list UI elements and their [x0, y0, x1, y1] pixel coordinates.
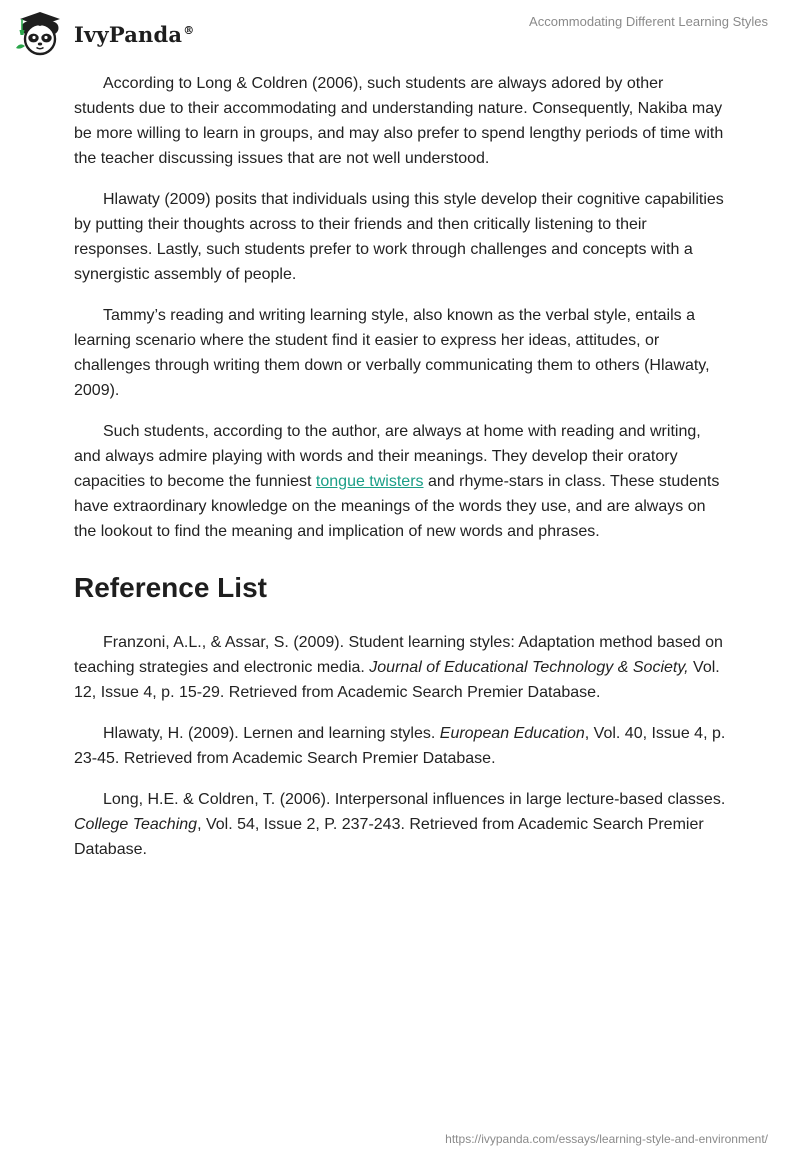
tongue-twisters-link[interactable]: tongue twisters [315, 473, 424, 490]
reference-2-details: , Vol. 40, Issue 4, p. 23-45. Retrieved from Academic Search Premier Database. [74, 725, 726, 767]
reference-1-details: Vol. 12, Issue 4, p. 15-29. Retrieved from Academic Search Premier Database. [74, 659, 720, 701]
paragraph-2: Hlawaty (2009) posits that individuals using this style develop their cognitive capabilities by putting their thoughts across to their friends and then critically listening to their responses. Lastly, such students prefer to work through challenges and concepts with a synergistic assembly of people. [74, 191, 724, 283]
panda-graduate-icon [14, 8, 70, 58]
paragraph-3: Tammy’s reading and writing learning style, also known as the verbal style, entails a learning scenario where the student find it easier to express her ideas, attitudes, or challenges through writing them down or verbally communicating them to others (Hlawaty, 2009). [74, 307, 710, 399]
paragraph-4 [74, 419, 726, 544]
reference-1-journal: Journal of Educational Technology & Society, [369, 659, 689, 676]
reference-item [74, 721, 726, 771]
source-url[interactable]: https://ivypanda.com/essays/learning-style-and-environment/ [445, 1132, 768, 1146]
document-title: Accommodating Different Learning Styles [529, 14, 768, 29]
reference-3-journal: College Teaching [74, 816, 198, 833]
reference-3-details: , Vol. 54, Issue 2, P. 237-243. Retrieved from Academic Search Premier Database. [74, 816, 704, 858]
page-header [0, 0, 800, 60]
paragraph-4-text-after: and rhyme-stars in class. These students have extraordinary knowledge on the meanings of the words they use, and are always on the lookout to find the meaning and implication of new words and phrases. [74, 473, 720, 540]
paragraph-1: According to Long & Coldren (2006), such students are always adored by other students due to their accommodating and understanding nature. Consequently, Nakiba may be more willing to learn in groups, and may also prefer to spend lengthy periods of time with the teacher discussing issues that are not well understood. [74, 75, 724, 167]
essay-content [74, 71, 726, 878]
reference-3-text: Long, H.E. & Coldren, T. (2006). Interpersonal influences in large lecture-based classes. [103, 791, 726, 808]
reference-1-text: Franzoni, A.L., & Assar, S. (2009). Student learning styles: Adaptation method based on teaching strategies and electronic media. [74, 634, 723, 676]
ivypanda-logo[interactable] [14, 8, 194, 58]
registered-mark: ® [183, 23, 195, 37]
reference-item [74, 787, 726, 862]
brand-name [74, 22, 194, 47]
brand-text: IvyPanda [74, 21, 183, 47]
reference-list-heading: Reference List [74, 572, 267, 603]
reference-item [74, 630, 726, 705]
reference-2-journal: European Education [439, 725, 585, 742]
paragraph-4-text-before: Such students, according to the author, are always at home with reading and writing, and always admire playing with words and their meanings. They develop their oratory capacities to become the funniest [74, 423, 701, 490]
reference-2-text: Hlawaty, H. (2009). Lernen and learning styles. [103, 725, 440, 742]
